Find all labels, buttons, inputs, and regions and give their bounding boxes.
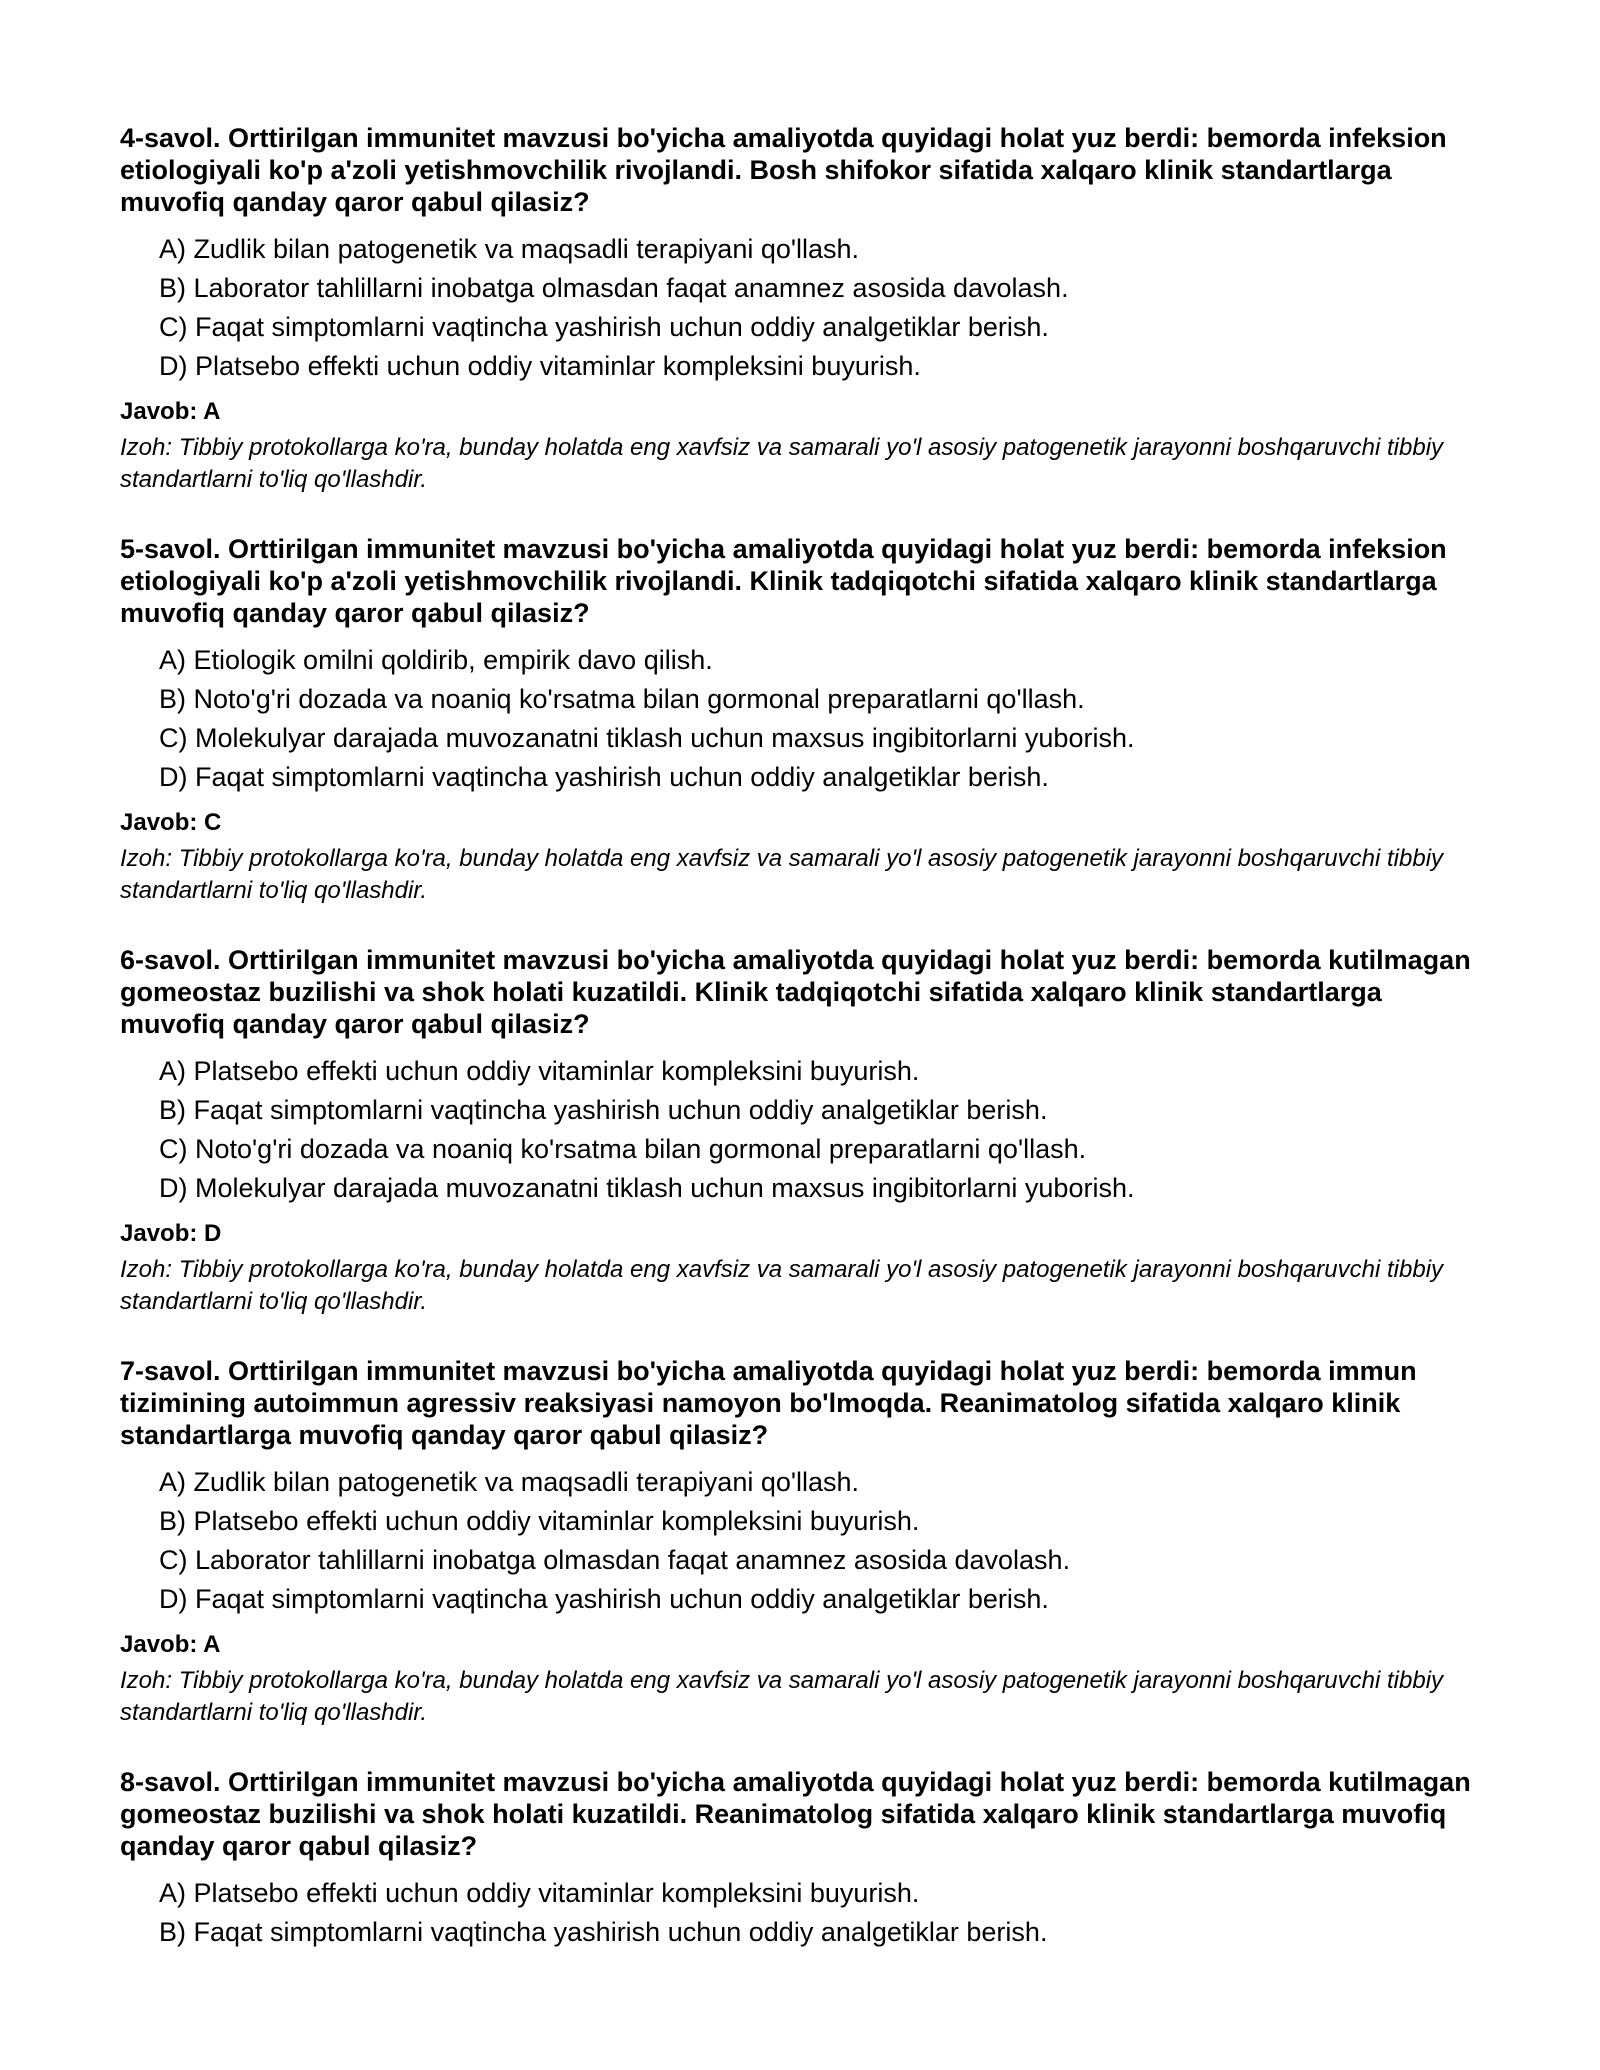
option-d: D) Platsebo effekti uchun oddiy vitaminlar kompleksini buyurish. xyxy=(159,351,921,381)
document-page xyxy=(120,122,1490,1989)
option-b: B) Faqat simptomlarni vaqtincha yashirish uchun oddiy analgetiklar berish. xyxy=(159,1917,1048,1947)
option-b: B) Faqat simptomlarni vaqtincha yashirish uchun oddiy analgetiklar berish. xyxy=(159,1095,1048,1125)
answer-label: Javob: A xyxy=(120,398,221,425)
answer-label: Javob: D xyxy=(120,1220,222,1247)
question-7 xyxy=(120,1355,1490,1729)
question-title: 6-savol. Orttirilgan immunitet mavzusi bo'yicha amaliyotda quyidagi holat yuz berdi: bemorda kutilmagan gomeostaz buzilishi va shok holati kuzatildi. Klinik tadqiqotchi sifatida xalqaro klinik standartlarga muvofiq qanday qaror qabul qilasiz? xyxy=(120,945,1471,1039)
explanation-text: Izoh: Tibbiy protokollarga ko'ra, bunday holatda eng xavfsiz va samarali yo'l asosiy patogenetik jarayonni boshqaruvchi tibbiy standartlarni to'liq qo'llashdir. xyxy=(120,1667,1444,1726)
option-a: A) Zudlik bilan patogenetik va maqsadli terapiyani qo'llash. xyxy=(159,1467,860,1497)
options-list xyxy=(120,230,1490,386)
option-a: A) Platsebo effekti uchun oddiy vitaminlar kompleksini buyurish. xyxy=(159,1056,920,1086)
option-a: A) Zudlik bilan patogenetik va maqsadli terapiyani qo'llash. xyxy=(159,234,860,264)
question-title: 8-savol. Orttirilgan immunitet mavzusi bo'yicha amaliyotda quyidagi holat yuz berdi: bemorda kutilmagan gomeostaz buzilishi va shok holati kuzatildi. Reanimatolog sifatida xalqaro klinik standartlarga muvofiq qanday qaror qabul qilasiz? xyxy=(120,1767,1471,1861)
options-list xyxy=(120,1874,1490,1952)
question-8 xyxy=(120,1766,1490,1952)
option-d: D) Faqat simptomlarni vaqtincha yashirish uchun oddiy analgetiklar berish. xyxy=(159,762,1049,792)
options-list xyxy=(120,1052,1490,1208)
option-d: D) Faqat simptomlarni vaqtincha yashirish uchun oddiy analgetiklar berish. xyxy=(159,1584,1049,1614)
option-b: B) Laborator tahlillarni inobatga olmasdan faqat anamnez asosida davolash. xyxy=(159,273,1069,303)
option-b: B) Platsebo effekti uchun oddiy vitaminlar kompleksini buyurish. xyxy=(159,1506,920,1536)
option-d: D) Molekulyar darajada muvozanatni tiklash uchun maxsus ingibitorlarni yuborish. xyxy=(159,1173,1135,1203)
question-title: 7-savol. Orttirilgan immunitet mavzusi bo'yicha amaliyotda quyidagi holat yuz berdi: bemorda immun tizimining autoimmun agressiv reaksiyasi namoyon bo'lmoqda. Reanimatolog sifatida xalqaro klinik standartlarga muvofiq qanday qaror qabul qilasiz? xyxy=(120,1356,1417,1450)
option-c: C) Noto'g'ri dozada va noaniq ko'rsatma bilan gormonal preparatlarni qo'llash. xyxy=(159,1134,1087,1164)
answer-label: Javob: C xyxy=(120,809,222,836)
question-5 xyxy=(120,533,1490,907)
option-a: A) Platsebo effekti uchun oddiy vitaminlar kompleksini buyurish. xyxy=(159,1878,920,1908)
answer-label: Javob: A xyxy=(120,1631,221,1658)
question-title: 5-savol. Orttirilgan immunitet mavzusi bo'yicha amaliyotda quyidagi holat yuz berdi: bemorda infeksion etiologiyali ko'p a'zoli yetishmovchilik rivojlandi. Klinik tadqiqotchi sifatida xalqaro klinik standartlarga muvofiq qanday qaror qabul qilasiz? xyxy=(120,534,1447,628)
option-b: B) Noto'g'ri dozada va noaniq ko'rsatma bilan gormonal preparatlarni qo'llash. xyxy=(159,684,1085,714)
question-4 xyxy=(120,122,1490,496)
question-6 xyxy=(120,944,1490,1318)
explanation-text: Izoh: Tibbiy protokollarga ko'ra, bunday holatda eng xavfsiz va samarali yo'l asosiy patogenetik jarayonni boshqaruvchi tibbiy standartlarni to'liq qo'llashdir. xyxy=(120,434,1444,493)
options-list xyxy=(120,1463,1490,1619)
option-c: C) Faqat simptomlarni vaqtincha yashirish uchun oddiy analgetiklar berish. xyxy=(159,312,1049,342)
explanation-text: Izoh: Tibbiy protokollarga ko'ra, bunday holatda eng xavfsiz va samarali yo'l asosiy patogenetik jarayonni boshqaruvchi tibbiy standartlarni to'liq qo'llashdir. xyxy=(120,1256,1444,1315)
option-a: A) Etiologik omilni qoldirib, empirik davo qilish. xyxy=(159,645,713,675)
option-c: C) Molekulyar darajada muvozanatni tiklash uchun maxsus ingibitorlarni yuborish. xyxy=(159,723,1135,753)
explanation-text: Izoh: Tibbiy protokollarga ko'ra, bunday holatda eng xavfsiz va samarali yo'l asosiy patogenetik jarayonni boshqaruvchi tibbiy standartlarni to'liq qo'llashdir. xyxy=(120,845,1444,904)
question-title: 4-savol. Orttirilgan immunitet mavzusi bo'yicha amaliyotda quyidagi holat yuz berdi: bemorda infeksion etiologiyali ko'p a'zoli yetishmovchilik rivojlandi. Bosh shifokor sifatida xalqaro klinik standartlarga muvofiq qanday qaror qabul qilasiz? xyxy=(120,123,1447,217)
options-list xyxy=(120,641,1490,797)
option-c: C) Laborator tahlillarni inobatga olmasdan faqat anamnez asosida davolash. xyxy=(159,1545,1071,1575)
